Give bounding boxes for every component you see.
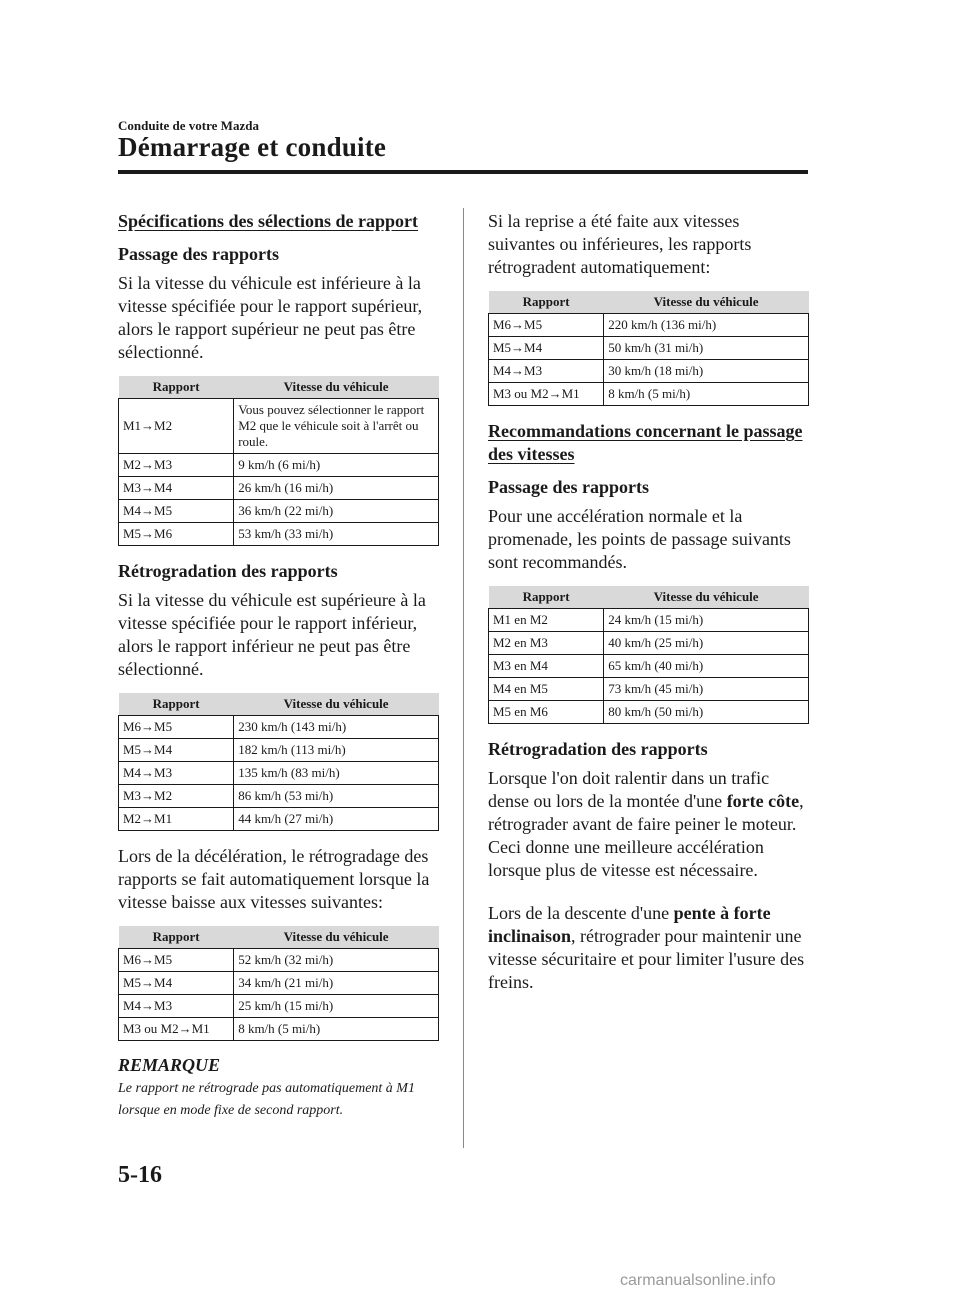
gear-cell: M3 ou M2→M1 <box>489 383 604 406</box>
speed-cell: Vous pouvez sélectionner le rapport M2 que le véhicule soit à l'arrêt ou roule. <box>234 399 439 454</box>
speed-cell: 73 km/h (45 mi/h) <box>604 678 809 701</box>
speed-cell: 36 km/h (22 mi/h) <box>234 500 439 523</box>
speed-cell: 65 km/h (40 mi/h) <box>604 655 809 678</box>
speed-cell: 30 km/h (18 mi/h) <box>604 360 809 383</box>
table-row <box>489 701 809 724</box>
gear-cell: M5→M4 <box>119 972 234 995</box>
gear-cell: M4→M3 <box>489 360 604 383</box>
upshift-text: Si la vitesse du véhicule est inférieure à la vitesse spécifiée pour le rapport supérieur, alors le rapport supérieur ne peut pas être sélectionné. <box>118 273 423 362</box>
gear-cell: M3→M2 <box>119 785 234 808</box>
gear-cell: M6→M5 <box>119 949 234 972</box>
speed-cell: 34 km/h (21 mi/h) <box>234 972 439 995</box>
gear-cell: M5→M4 <box>489 337 604 360</box>
chapter-title: Démarrage et conduite <box>118 132 387 162</box>
table-row <box>119 739 439 762</box>
right-column <box>488 210 809 1006</box>
recommendations-heading: Recommandations concernant le passage des vitesses <box>488 421 803 464</box>
gear-cell: M3 ou M2→M1 <box>119 1018 234 1041</box>
deceleration-text: Lors de la décélération, le rétrogradage des rapports se fait automatiquement lorsque la vitesse baisse aux vitesses suivantes: <box>118 846 430 912</box>
upshift-table <box>118 376 439 546</box>
speed-cell: 24 km/h (15 mi/h) <box>604 609 809 632</box>
speed-cell: 86 km/h (53 mi/h) <box>234 785 439 808</box>
table-header-cell: Rapport <box>489 291 604 314</box>
table-header-row <box>489 291 809 314</box>
table-row <box>119 399 439 454</box>
table-row <box>489 383 809 406</box>
table-header-row <box>119 376 439 399</box>
recommended-upshift-text: Pour une accélération normale et la promenade, les points de passage suivants sont recommandés. <box>488 506 791 572</box>
gear-cell: M5 en M6 <box>489 701 604 724</box>
section-label: Conduite de votre Mazda <box>118 118 259 133</box>
table-row <box>119 477 439 500</box>
gear-cell: M4→M5 <box>119 500 234 523</box>
table-row <box>489 678 809 701</box>
speed-cell: 53 km/h (33 mi/h) <box>234 523 439 546</box>
gear-cell: M4→M3 <box>119 762 234 785</box>
table-header-cell: Vitesse du véhicule <box>234 376 439 399</box>
text-run: Lorsque l'on doit ralentir dans un trafic dense ou lors de la montée d'une <box>488 768 770 811</box>
table-header-cell: Vitesse du véhicule <box>604 586 809 609</box>
table-row <box>119 972 439 995</box>
recommended-downshift-title: Rétrogradation des rapports <box>488 739 708 759</box>
note-title: REMARQUE <box>118 1055 221 1075</box>
speed-cell: 8 km/h (5 mi/h) <box>604 383 809 406</box>
note-text: Le rapport ne rétrograde pas automatiquement à M1 lorsque en mode fixe de second rapport. <box>118 1081 415 1118</box>
table-header-cell: Rapport <box>119 376 234 399</box>
header-rule <box>118 170 808 174</box>
kickdown-text: Si la reprise a été faite aux vitesses suivantes ou inférieures, les rapports rétrogradent automatiquement: <box>488 211 752 277</box>
speed-cell: 26 km/h (16 mi/h) <box>234 477 439 500</box>
table-header-cell: Vitesse du véhicule <box>234 693 439 716</box>
table-row <box>489 314 809 337</box>
left-column <box>118 210 439 1122</box>
downshift-title: Rétrogradation des rapports <box>118 561 338 581</box>
table-header-cell: Rapport <box>119 926 234 949</box>
gear-cell: M6→M5 <box>489 314 604 337</box>
speed-cell: 80 km/h (50 mi/h) <box>604 701 809 724</box>
table-row <box>489 655 809 678</box>
table-header-cell: Vitesse du véhicule <box>604 291 809 314</box>
gear-cell: M3 en M4 <box>489 655 604 678</box>
page-number: 5-16 <box>118 1162 162 1188</box>
table-header-row <box>489 586 809 609</box>
recommended-shift-table <box>488 586 809 724</box>
table-row <box>119 949 439 972</box>
table-row <box>489 360 809 383</box>
speed-cell: 230 km/h (143 mi/h) <box>234 716 439 739</box>
gear-selection-heading: Spécifications des sélections de rapport <box>118 211 418 231</box>
table-row <box>119 523 439 546</box>
text-run: , rétrograder pour maintenir une vitesse sécuritaire et pour limiter l'usure des freins. <box>488 926 805 992</box>
speed-cell: 52 km/h (32 mi/h) <box>234 949 439 972</box>
gear-cell: M1 en M2 <box>489 609 604 632</box>
text-run: , rétrograder avant de faire peiner le moteur. Ceci donne une meilleure accélération lorsque plus de vitesse est nécessaire. <box>488 791 804 880</box>
speed-cell: 25 km/h (15 mi/h) <box>234 995 439 1018</box>
gear-cell: M2→M3 <box>119 454 234 477</box>
speed-cell: 182 km/h (113 mi/h) <box>234 739 439 762</box>
speed-cell: 50 km/h (31 mi/h) <box>604 337 809 360</box>
emphasis-steep-hill: forte côte <box>726 791 800 811</box>
gear-cell: M4 en M5 <box>489 678 604 701</box>
table-row <box>489 632 809 655</box>
emphasis-steep-slope: pente à forte inclinaison <box>488 903 771 946</box>
watermark: carmanualsonline.info <box>620 1272 776 1289</box>
gear-cell: M4→M3 <box>119 995 234 1018</box>
table-header-row <box>119 693 439 716</box>
table-header-cell: Vitesse du véhicule <box>234 926 439 949</box>
gear-cell: M5→M6 <box>119 523 234 546</box>
table-row <box>119 995 439 1018</box>
table-row <box>119 762 439 785</box>
gear-cell: M5→M4 <box>119 739 234 762</box>
table-row <box>119 454 439 477</box>
table-header-cell: Rapport <box>489 586 604 609</box>
table-row <box>119 716 439 739</box>
table-row <box>489 337 809 360</box>
speed-cell: 40 km/h (25 mi/h) <box>604 632 809 655</box>
column-divider <box>463 208 464 1148</box>
downshift-table <box>118 693 439 831</box>
speed-cell: 8 km/h (5 mi/h) <box>234 1018 439 1041</box>
traffic-downshift-text <box>488 767 809 882</box>
gear-cell: M2→M1 <box>119 808 234 831</box>
table-row <box>119 808 439 831</box>
table-row <box>119 785 439 808</box>
table-header-cell: Rapport <box>119 693 234 716</box>
auto-downshift-table <box>118 926 439 1041</box>
gear-cell: M1→M2 <box>119 399 234 454</box>
text-run: Lors de la descente d'une <box>488 903 674 923</box>
speed-cell: 135 km/h (83 mi/h) <box>234 762 439 785</box>
upshift-title: Passage des rapports <box>118 244 279 264</box>
gear-cell: M3→M4 <box>119 477 234 500</box>
table-header-row <box>119 926 439 949</box>
speed-cell: 220 km/h (136 mi/h) <box>604 314 809 337</box>
descent-downshift-text <box>488 902 809 994</box>
table-row <box>119 500 439 523</box>
kickdown-table <box>488 291 809 406</box>
speed-cell: 44 km/h (27 mi/h) <box>234 808 439 831</box>
gear-cell: M2 en M3 <box>489 632 604 655</box>
table-row <box>489 609 809 632</box>
gear-cell: M6→M5 <box>119 716 234 739</box>
table-row <box>119 1018 439 1041</box>
speed-cell: 9 km/h (6 mi/h) <box>234 454 439 477</box>
downshift-text: Si la vitesse du véhicule est supérieure à la vitesse spécifiée pour le rapport inférieur, alors le rapport inférieur ne peut pas être sélectionné. <box>118 590 426 679</box>
recommended-upshift-title: Passage des rapports <box>488 477 649 497</box>
